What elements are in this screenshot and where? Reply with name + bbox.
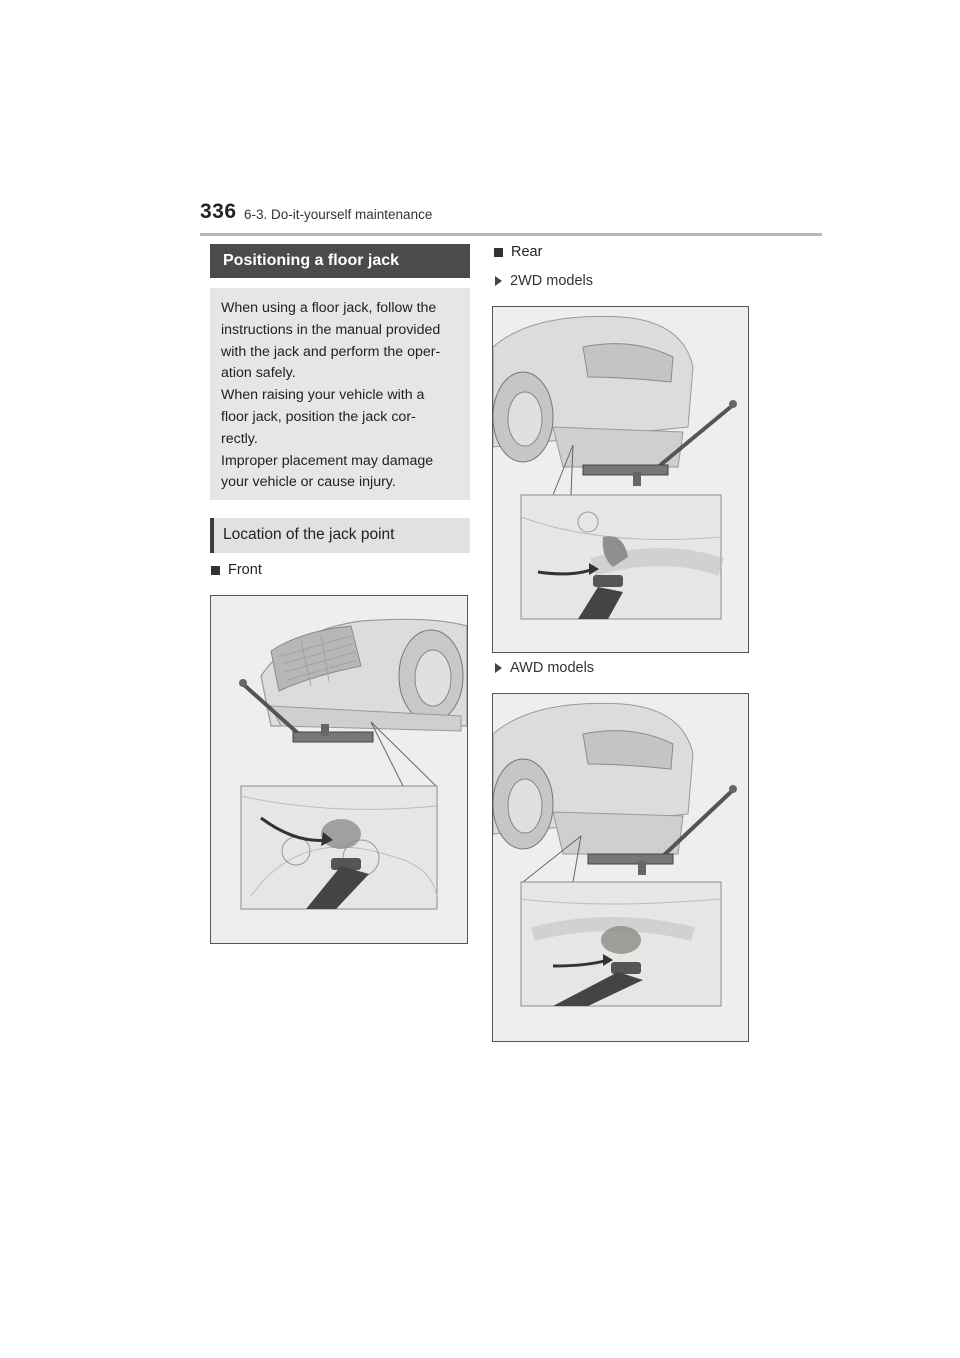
square-bullet-icon <box>211 566 220 575</box>
floor-jack-rear-awd-illustration <box>493 694 748 1041</box>
section-title: 6-3. Do-it-yourself maintenance <box>244 207 433 222</box>
location-title: Location of the jack point <box>210 518 470 553</box>
header-divider <box>200 233 822 236</box>
rear-label: Rear <box>511 244 543 260</box>
square-bullet-icon <box>494 248 503 257</box>
intro-line: When raising your vehicle with a <box>221 387 425 404</box>
positioning-intro <box>210 288 470 500</box>
triangle-bullet-icon <box>495 276 502 286</box>
rear-2wd-jack-figure <box>492 306 749 653</box>
front-label: Front <box>228 562 262 578</box>
front-heading <box>211 562 262 578</box>
intro-line: with the jack and perform the oper- <box>221 343 441 360</box>
rear-2wd-label: 2WD models <box>510 273 593 289</box>
rear-awd-heading <box>495 660 594 676</box>
rear-awd-jack-figure <box>492 693 749 1042</box>
intro-line: floor jack, position the jack cor- <box>221 408 416 425</box>
rear-awd-label: AWD models <box>510 660 595 676</box>
positioning-title: Positioning a floor jack <box>210 244 470 278</box>
intro-line: rectly. <box>221 430 258 447</box>
intro-line: ation safely. <box>221 365 296 382</box>
front-jack-figure <box>210 595 468 944</box>
rear-2wd-heading <box>495 273 593 289</box>
floor-jack-rear-2wd-illustration <box>493 307 748 652</box>
intro-line: instructions in the manual provided <box>221 321 441 338</box>
intro-line: When using a floor jack, follow the <box>221 300 437 316</box>
intro-line: Improper placement may damage <box>221 452 434 469</box>
page-number: 336 <box>200 200 237 223</box>
intro-line: your vehicle or cause injury. <box>221 474 396 491</box>
floor-jack-front-illustration <box>211 596 467 943</box>
rear-heading <box>494 244 542 260</box>
triangle-bullet-icon <box>495 663 502 673</box>
